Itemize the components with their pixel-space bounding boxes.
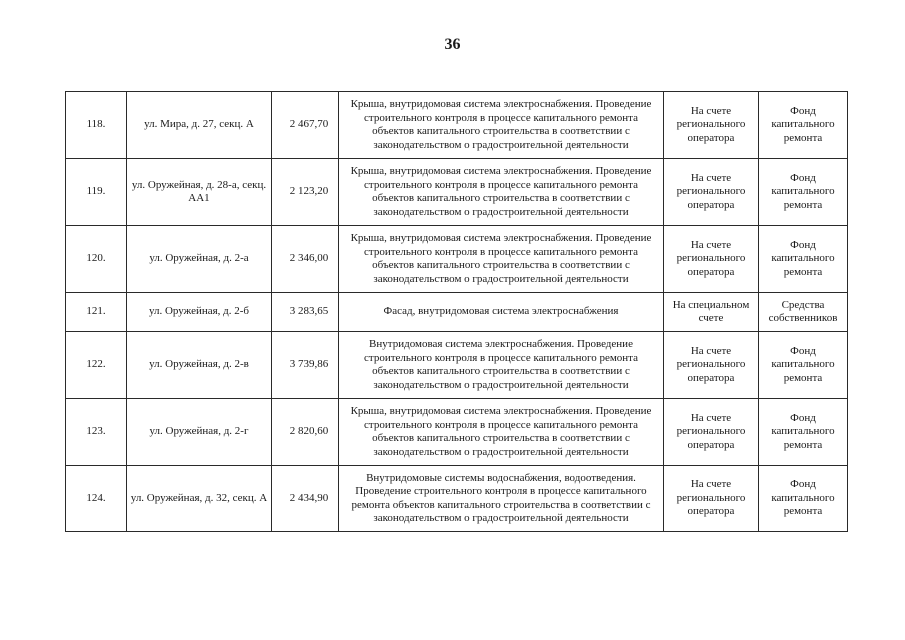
works-cell: Крыша, внутридомовая система электроснабжения. Проведение строительного контроля в процессе капитального ремонта объектов капитального строительства в соответствии с законодательством о градостроительной деятельности [339,399,664,466]
address-cell: ул. Оружейная, д. 2-а [127,226,272,293]
funding-source-cell: Фонд капитального ремонта [759,159,848,226]
row-number: 123. [66,399,127,466]
funding-source-cell: Фонд капитального ремонта [759,399,848,466]
funding-source-cell: Средства собственников [759,293,848,332]
row-number: 122. [66,332,127,399]
area-cell: 2 434,90 [272,466,339,532]
row-number: 120. [66,226,127,293]
address-cell: ул. Мира, д. 27, секц. А [127,92,272,159]
works-cell: Крыша, внутридомовая система электроснабжения. Проведение строительного контроля в процессе капитального ремонта объектов капитального строительства в соответствии с законодательством о градостроительной деятельности [339,226,664,293]
row-number: 124. [66,466,127,532]
table-row [66,92,848,159]
table-row [66,226,848,293]
works-cell: Внутридомовые системы водоснабжения, водоотведения. Проведение строительного контроля в процессе капитального ремонта объектов капитального строительства в соответствии с законодательством о градостроительной деятельности [339,466,664,532]
table-row [66,332,848,399]
area-cell: 2 467,70 [272,92,339,159]
address-cell: ул. Оружейная, д. 2-г [127,399,272,466]
area-cell: 3 283,65 [272,293,339,332]
works-cell: Внутридомовая система электроснабжения. Проведение строительного контроля в процессе капитального ремонта объектов капитального строительства в соответствии с законодательством о градостроительной деятельности [339,332,664,399]
area-cell: 2 346,00 [272,226,339,293]
area-cell: 3 739,86 [272,332,339,399]
account-cell: На счете регионального оператора [664,159,759,226]
address-cell: ул. Оружейная, д. 32, секц. А [127,466,272,532]
account-cell: На специальном счете [664,293,759,332]
address-cell: ул. Оружейная, д. 2-б [127,293,272,332]
address-cell: ул. Оружейная, д. 28-а, секц. АА1 [127,159,272,226]
repair-works-table [65,91,848,532]
account-cell: На счете регионального оператора [664,332,759,399]
account-cell: На счете регионального оператора [664,466,759,532]
table-row [66,293,848,332]
funding-source-cell: Фонд капитального ремонта [759,466,848,532]
account-cell: На счете регионального оператора [664,399,759,466]
account-cell: На счете регионального оператора [664,92,759,159]
table-row [66,159,848,226]
works-cell: Фасад, внутридомовая система электроснабжения [339,293,664,332]
funding-source-cell: Фонд капитального ремонта [759,92,848,159]
funding-source-cell: Фонд капитального ремонта [759,332,848,399]
account-cell: На счете регионального оператора [664,226,759,293]
area-cell: 2 820,60 [272,399,339,466]
area-cell: 2 123,20 [272,159,339,226]
page-number: 36 [444,36,461,53]
row-number: 121. [66,293,127,332]
table-row [66,466,848,532]
funding-source-cell: Фонд капитального ремонта [759,226,848,293]
row-number: 119. [66,159,127,226]
address-cell: ул. Оружейная, д. 2-в [127,332,272,399]
row-number: 118. [66,92,127,159]
works-cell: Крыша, внутридомовая система электроснабжения. Проведение строительного контроля в процессе капитального ремонта объектов капитального строительства в соответствии с законодательством о градостроительной деятельности [339,92,664,159]
table-row [66,399,848,466]
works-cell: Крыша, внутридомовая система электроснабжения. Проведение строительного контроля в процессе капитального ремонта объектов капитального строительства в соответствии с законодательством о градостроительной деятельности [339,159,664,226]
